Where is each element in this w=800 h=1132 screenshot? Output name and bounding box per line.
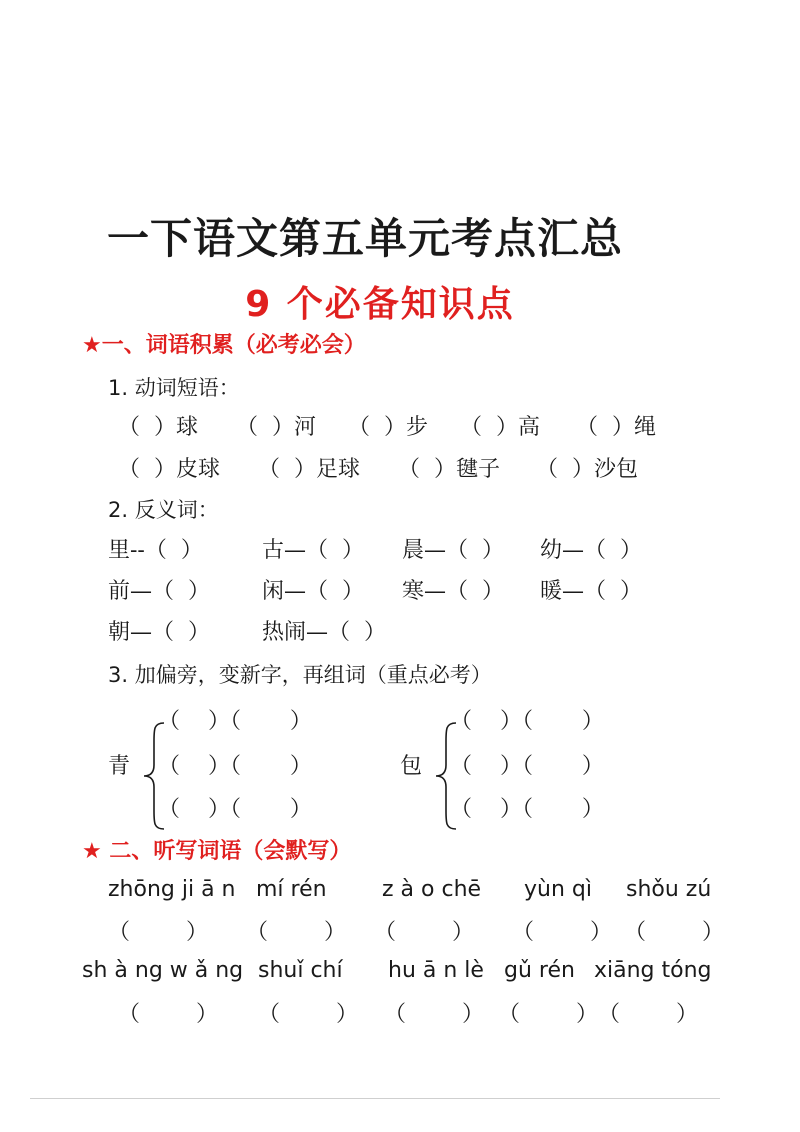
subsection-radicals: 3. 加偏旁，变新字，再组词（重点必考） bbox=[108, 663, 492, 687]
section-heading-vocabulary: ★一、词语积累（必考必会） bbox=[82, 333, 366, 358]
radical-blank-line: （ ）（ ） bbox=[158, 797, 312, 822]
answer-blank: （ ） bbox=[258, 1002, 358, 1027]
pinyin-word: hu ā n lè bbox=[388, 958, 484, 983]
answer-blank: （ ） bbox=[624, 920, 724, 945]
verb-item: （ ）沙包 bbox=[536, 457, 638, 482]
antonym-item: 热闹—（ ） bbox=[262, 620, 386, 645]
page-divider bbox=[30, 1098, 720, 1099]
radical-blank-line: （ ）（ ） bbox=[158, 709, 312, 734]
subsection-verb-phrases: 1. 动词短语： bbox=[108, 376, 240, 400]
verb-item: （ ）步 bbox=[348, 415, 428, 440]
pinyin-word: sh à ng w ǎ ng bbox=[82, 958, 244, 983]
answer-blank: （ ） bbox=[498, 1002, 598, 1027]
pinyin-word: zhōng ji ā n bbox=[108, 877, 236, 902]
radical-base-char: 青 bbox=[108, 754, 131, 779]
answer-blank: （ ） bbox=[108, 920, 208, 945]
verb-item: （ ）足球 bbox=[258, 457, 360, 482]
pinyin-word: shǒu zú bbox=[626, 877, 712, 902]
antonym-item: 朝—（ ） bbox=[108, 620, 210, 645]
answer-blank: （ ） bbox=[374, 920, 474, 945]
antonym-item: 前—（ ） bbox=[108, 579, 210, 604]
verb-item: （ ）高 bbox=[460, 415, 540, 440]
antonym-item: 暖—（ ） bbox=[540, 579, 642, 604]
answer-blank: （ ） bbox=[384, 1002, 484, 1027]
antonym-item: 闲—（ ） bbox=[262, 579, 364, 604]
answer-blank: （ ） bbox=[118, 1002, 218, 1027]
answer-blank: （ ） bbox=[246, 920, 346, 945]
antonym-item: 古—（ ） bbox=[262, 538, 364, 563]
answer-blank: （ ） bbox=[598, 1002, 698, 1027]
verb-item: （ ）球 bbox=[118, 415, 198, 440]
radical-blank-line: （ ）（ ） bbox=[450, 709, 604, 734]
radical-blank-line: （ ）（ ） bbox=[450, 754, 604, 779]
pinyin-word: shuǐ chí bbox=[258, 958, 343, 983]
pinyin-word: z à o chē bbox=[382, 877, 482, 902]
verb-item: （ ）毽子 bbox=[398, 457, 500, 482]
verb-item: （ ）皮球 bbox=[118, 457, 220, 482]
pinyin-word: mí rén bbox=[256, 877, 327, 902]
section-heading-dictation: ★ 二、听写词语（会默写） bbox=[82, 839, 352, 864]
verb-item: （ ）绳 bbox=[576, 415, 656, 440]
radical-blank-line: （ ）（ ） bbox=[158, 754, 312, 779]
antonym-item: 寒—（ ） bbox=[402, 579, 504, 604]
verb-item: （ ）河 bbox=[236, 415, 316, 440]
antonym-item: 幼—（ ） bbox=[540, 538, 642, 563]
page-subtitle: 9 个必备知识点 bbox=[245, 284, 515, 325]
answer-blank: （ ） bbox=[512, 920, 612, 945]
page-title: 一下语文第五单元考点汇总 bbox=[106, 214, 623, 263]
subsection-antonyms: 2. 反义词： bbox=[108, 498, 219, 522]
radical-blank-line: （ ）（ ） bbox=[450, 797, 604, 822]
pinyin-word: yùn qì bbox=[524, 877, 592, 902]
antonym-item: 里--（ ） bbox=[108, 538, 203, 563]
pinyin-word: gǔ rén bbox=[504, 958, 575, 983]
antonym-item: 晨—（ ） bbox=[402, 538, 504, 563]
pinyin-word: xiāng tóng bbox=[594, 958, 712, 983]
radical-base-char: 包 bbox=[400, 754, 423, 779]
